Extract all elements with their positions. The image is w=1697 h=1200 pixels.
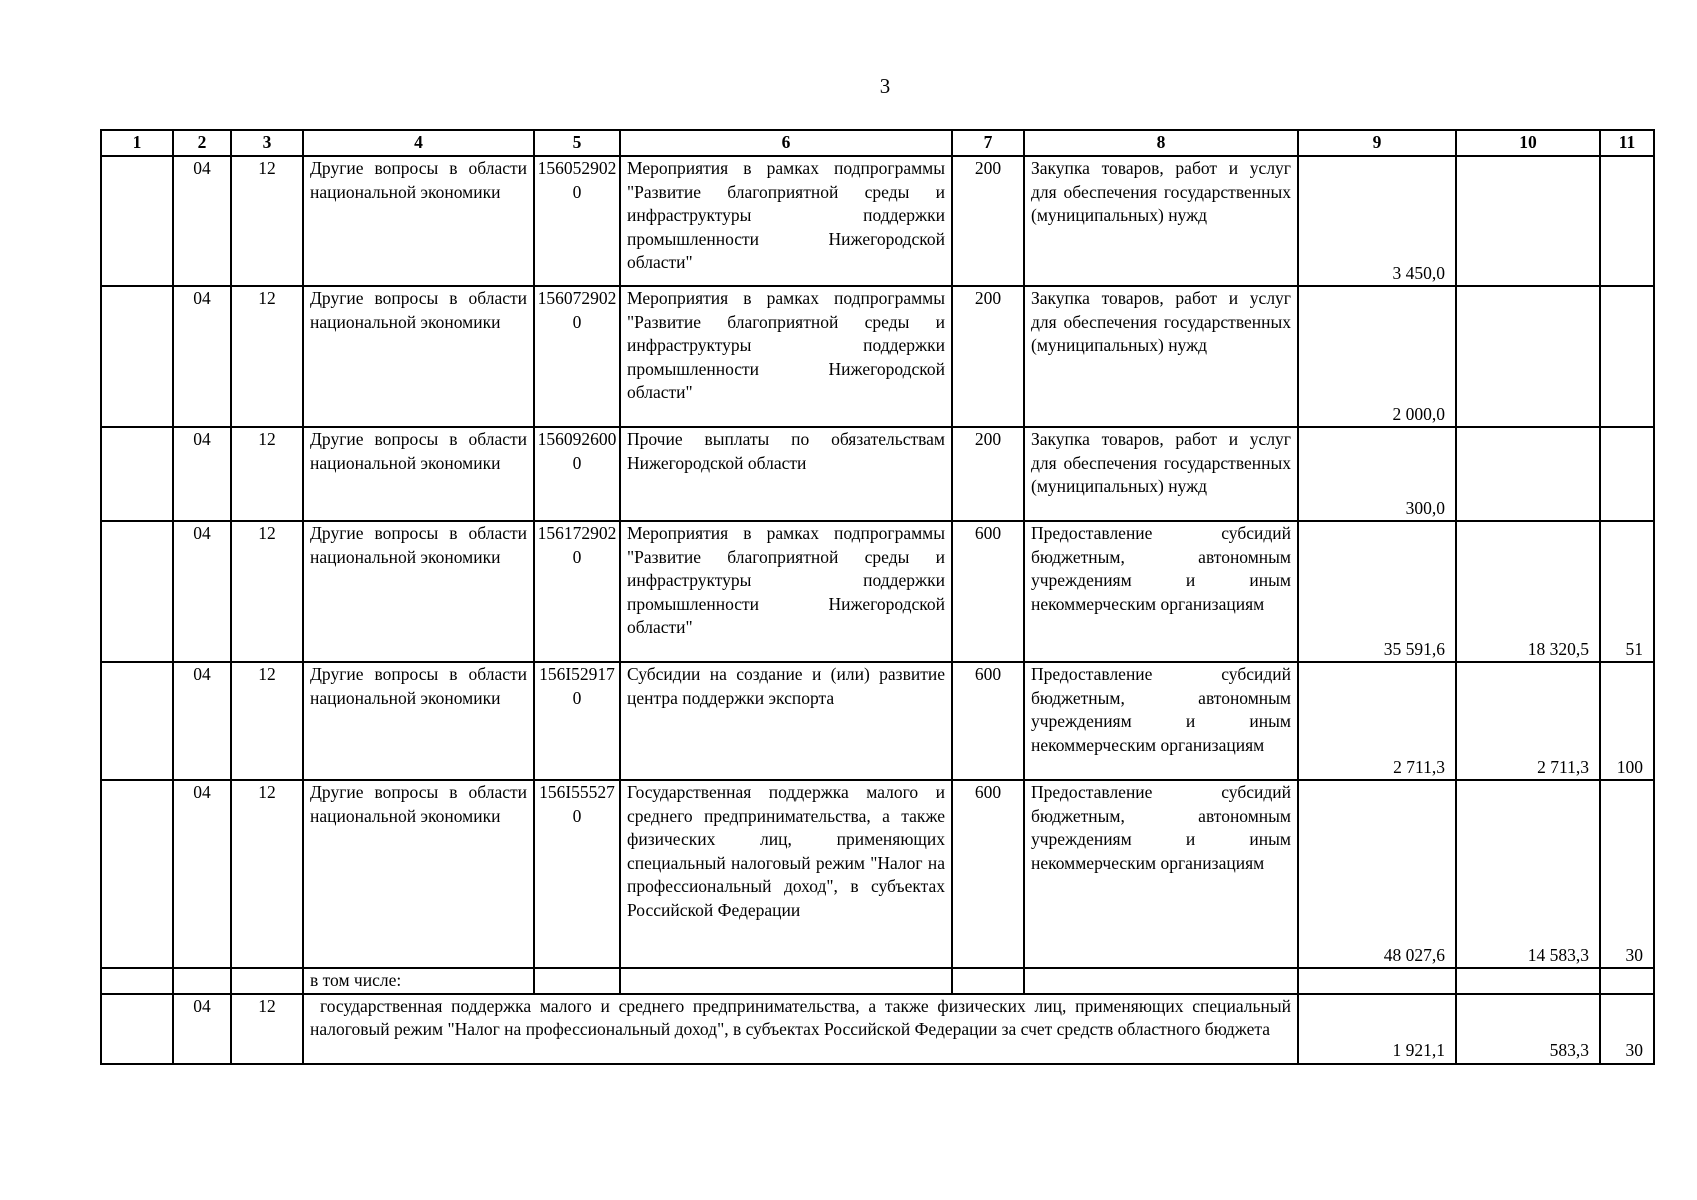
col-header: 10 xyxy=(1456,130,1600,156)
cell: 200 xyxy=(952,156,1024,286)
cell: 51 xyxy=(1600,521,1654,662)
cell: 2 711,3 xyxy=(1298,662,1456,780)
cell: 12 xyxy=(231,286,303,427)
cell: 12 xyxy=(231,994,303,1064)
cell: 48 027,6 xyxy=(1298,780,1456,968)
cell: Государственная поддержка малого и среднего предпринимательства, а также физических лиц, применяющих специальный налоговый режим "Налог на профессиональный доход", в субъектах Российской Федерации xyxy=(620,780,952,968)
cell xyxy=(101,662,173,780)
cell xyxy=(101,156,173,286)
cell xyxy=(1024,968,1298,994)
cell: Закупка товаров, работ и услуг для обеспечения государственных (муниципальных) нужд xyxy=(1024,286,1298,427)
table-row xyxy=(101,662,1654,780)
col-header: 5 xyxy=(534,130,620,156)
page-number: 3 xyxy=(879,74,891,98)
cell xyxy=(101,427,173,521)
col-header: 1 xyxy=(101,130,173,156)
cell: 30 xyxy=(1600,994,1654,1064)
cell: Закупка товаров, работ и услуг для обеспечения государственных (муниципальных) нужд xyxy=(1024,156,1298,286)
cell: 300,0 xyxy=(1298,427,1456,521)
cell: 3 450,0 xyxy=(1298,156,1456,286)
cell xyxy=(1600,156,1654,286)
table-row xyxy=(101,427,1654,521)
header-row xyxy=(101,130,1654,156)
cell: 04 xyxy=(173,780,231,968)
cell: Другие вопросы в области национальной экономики xyxy=(303,780,534,968)
col-header: 6 xyxy=(620,130,952,156)
cell xyxy=(101,968,173,994)
including-label: в том числе: xyxy=(303,968,534,994)
cell xyxy=(1600,968,1654,994)
col-header: 9 xyxy=(1298,130,1456,156)
cell xyxy=(534,968,620,994)
cell: 1561729020 xyxy=(534,521,620,662)
cell: 35 591,6 xyxy=(1298,521,1456,662)
cell: 600 xyxy=(952,662,1024,780)
cell: 1560729020 xyxy=(534,286,620,427)
cell: 04 xyxy=(173,662,231,780)
cell: 04 xyxy=(173,994,231,1064)
cell: Мероприятия в рамках подпрограммы "Развитие благоприятной среды и инфраструктуры поддержки промышленности Нижегородской области" xyxy=(620,156,952,286)
cell: 14 583,3 xyxy=(1456,780,1600,968)
cell: Предоставление субсидий бюджетным, автономным учреждениям и иным некоммерческим организациям xyxy=(1024,780,1298,968)
cell: 04 xyxy=(173,286,231,427)
cell xyxy=(101,286,173,427)
cell xyxy=(1456,968,1600,994)
cell: 200 xyxy=(952,286,1024,427)
cell xyxy=(101,994,173,1064)
cell: 04 xyxy=(173,521,231,662)
cell: 156I529170 xyxy=(534,662,620,780)
table-row xyxy=(101,286,1654,427)
cell: Субсидии на создание и (или) развитие центра поддержки экспорта xyxy=(620,662,952,780)
cell: 04 xyxy=(173,156,231,286)
cell: Другие вопросы в области национальной экономики xyxy=(303,521,534,662)
cell xyxy=(1456,286,1600,427)
col-header: 3 xyxy=(231,130,303,156)
cell xyxy=(1600,286,1654,427)
col-header: 7 xyxy=(952,130,1024,156)
budget-table xyxy=(100,129,1655,1065)
cell xyxy=(1600,427,1654,521)
cell xyxy=(1456,156,1600,286)
cell: Закупка товаров, работ и услуг для обеспечения государственных (муниципальных) нужд xyxy=(1024,427,1298,521)
cell: Другие вопросы в области национальной экономики xyxy=(303,286,534,427)
cell: Другие вопросы в области национальной экономики xyxy=(303,156,534,286)
cell: Мероприятия в рамках подпрограммы "Развитие благоприятной среды и инфраструктуры поддержки промышленности Нижегородской области" xyxy=(620,286,952,427)
cell: Прочие выплаты по обязательствам Нижегородской области xyxy=(620,427,952,521)
col-header: 11 xyxy=(1600,130,1654,156)
cell: Предоставление субсидий бюджетным, автономным учреждениям и иным некоммерческим организациям xyxy=(1024,662,1298,780)
cell: 12 xyxy=(231,427,303,521)
cell: 1 921,1 xyxy=(1298,994,1456,1064)
cell xyxy=(952,968,1024,994)
cell: 1560529020 xyxy=(534,156,620,286)
cell: 583,3 xyxy=(1456,994,1600,1064)
cell: 600 xyxy=(952,521,1024,662)
col-header: 8 xyxy=(1024,130,1298,156)
cell xyxy=(101,780,173,968)
cell xyxy=(620,968,952,994)
cell xyxy=(173,968,231,994)
table-row xyxy=(101,780,1654,968)
col-header: 4 xyxy=(303,130,534,156)
cell: 2 711,3 xyxy=(1456,662,1600,780)
cell: 12 xyxy=(231,521,303,662)
cell: 04 xyxy=(173,427,231,521)
cell: 156I555270 xyxy=(534,780,620,968)
subtotal-row xyxy=(101,994,1654,1064)
cell: 18 320,5 xyxy=(1456,521,1600,662)
cell: 12 xyxy=(231,780,303,968)
cell: 12 xyxy=(231,662,303,780)
cell: 12 xyxy=(231,156,303,286)
subrow-description: государственная поддержка малого и среднего предпринимательства, а также физических лиц, применяющих специальный налоговый режим "Налог на профессиональный доход", в субъектах Российской Федерации за счет средств областного бюджета xyxy=(303,994,1298,1064)
table-row xyxy=(101,521,1654,662)
cell xyxy=(101,521,173,662)
cell: 2 000,0 xyxy=(1298,286,1456,427)
cell xyxy=(1456,427,1600,521)
cell xyxy=(231,968,303,994)
cell: Предоставление субсидий бюджетным, автономным учреждениям и иным некоммерческим организациям xyxy=(1024,521,1298,662)
cell: Мероприятия в рамках подпрограммы "Развитие благоприятной среды и инфраструктуры поддержки промышленности Нижегородской области" xyxy=(620,521,952,662)
table-row xyxy=(101,156,1654,286)
cell xyxy=(1298,968,1456,994)
including-row xyxy=(101,968,1654,994)
cell: 200 xyxy=(952,427,1024,521)
cell: Другие вопросы в области национальной экономики xyxy=(303,427,534,521)
cell: 1560926000 xyxy=(534,427,620,521)
cell: 100 xyxy=(1600,662,1654,780)
col-header: 2 xyxy=(173,130,231,156)
cell: Другие вопросы в области национальной экономики xyxy=(303,662,534,780)
cell: 30 xyxy=(1600,780,1654,968)
cell: 600 xyxy=(952,780,1024,968)
